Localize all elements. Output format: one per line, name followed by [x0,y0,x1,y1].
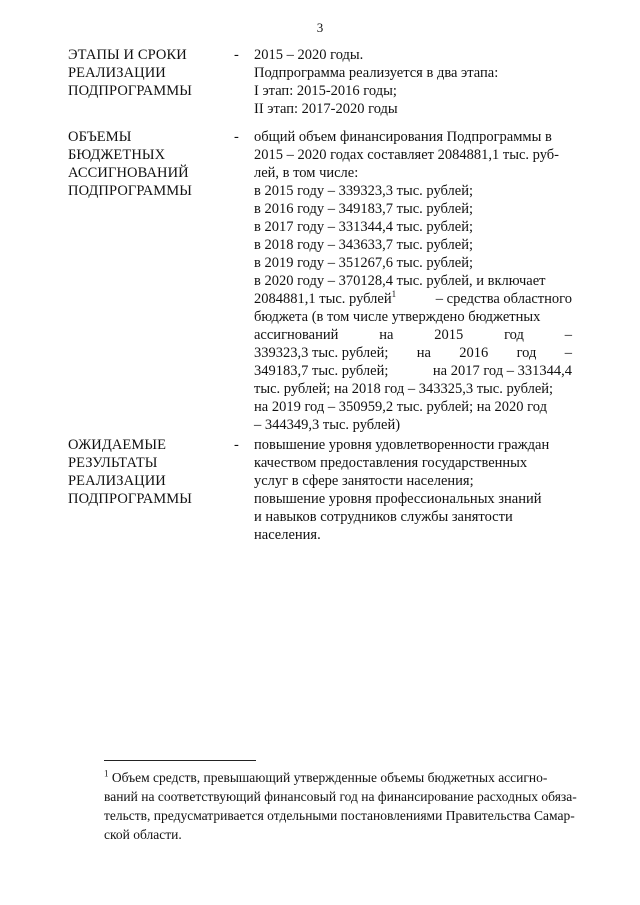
body-line: повышение уровня удовлетворенности граждан [254,437,550,453]
section-label [68,436,238,508]
label-line: ПОДПРОГРАММЫ [68,183,192,199]
body-line: 2015 – 2020 годы. [254,47,364,63]
body-line [254,344,572,362]
label-line: АССИГНОВАНИЙ [68,165,189,181]
label-line: РЕЗУЛЬТАТЫ [68,455,158,471]
section-label [68,128,238,200]
body-fragment: ассигнований [254,327,339,343]
body-fragment: на [379,327,394,343]
body-fragment: на 2017 год – 331344,4 [432,363,572,379]
footnote-line: ваний на соответствующий финансовый год на финансирование расходных обяза- [104,789,577,804]
body-line: в 2017 году – 331344,4 тыс. рублей; [254,219,474,235]
body-line: услуг в сфере занятости населения; [254,473,474,489]
body-fragment: 339323,3 тыс. рублей; [254,345,389,361]
section-body [254,46,572,118]
body-fragment: – средства областного [435,291,572,307]
label-line: ПОДПРОГРАММЫ [68,83,192,99]
body-line: и навыков сотрудников службы занятости [254,509,513,525]
footnote-marker: 1 [391,289,397,300]
body-line: Подпрограмма реализуется в два этапа: [254,65,499,81]
body-fragment: на [416,345,431,361]
body-line: I этап: 2015-2016 годы; [254,83,397,99]
body-line: – 344349,3 тыс. рублей) [254,417,401,433]
body-line: на 2019 год – 350959,2 тыс. рублей; на 2020 год [254,399,547,415]
section-body [254,128,572,434]
body-line: 2015 – 2020 годах составляет 2084881,1 тыс. руб- [254,147,559,163]
label-line: ОЖИДАЕМЫЕ [68,437,167,453]
section-dash: - [234,437,239,453]
body-line: II этап: 2017-2020 годы [254,101,398,117]
footnote-line: тельств, предусматривается отдельными постановлениями Правительства Самар- [104,808,575,823]
body-line [254,326,572,344]
body-fragment: 2016 [459,345,489,361]
body-line: населения. [254,527,321,543]
footnote-line: ской области. [104,827,182,842]
section-label [68,46,238,100]
body-fragment: 2015 [434,327,464,343]
label-line: ПОДПРОГРАММЫ [68,491,192,507]
body-fragment: – [564,345,572,361]
body-line: качеством предоставления государственных [254,455,528,471]
body-line: лей, в том числе: [254,165,359,181]
body-line [254,362,572,380]
label-line: ЭТАПЫ И СРОКИ [68,47,187,63]
body-line: в 2019 году – 351267,6 тыс. рублей; [254,255,474,271]
body-line: в 2016 году – 349183,7 тыс. рублей; [254,201,474,217]
footnote-separator [104,760,256,761]
label-line: БЮДЖЕТНЫХ [68,147,166,163]
body-fragment: – [564,327,572,343]
body-line: бюджета (в том числе утверждено бюджетных [254,309,541,325]
footnote-text: Объем средств, превышающий утвержденные объемы бюджетных ассигно- [111,770,548,785]
section-body [254,436,560,544]
section-dash: - [234,47,239,63]
body-line: общий объем финансирования Подпрограммы в [254,129,552,145]
body-fragment: 349183,7 тыс. рублей; [254,363,389,379]
footnote-line [104,768,570,787]
amount-with-footnote: 2084881,1 тыс. рублей$^1$ [254,289,397,307]
body-fragment: год [504,327,524,343]
body-fragment: год [516,345,537,361]
body-line [254,290,572,308]
body-line: в 2020 году – 370128,4 тыс. рублей, и включает [254,273,546,289]
label-line: РЕАЛИЗАЦИИ [68,473,166,489]
section-dash: - [234,129,239,145]
body-line: тыс. рублей; на 2018 год – 343325,3 тыс. рублей; [254,381,554,397]
footnote-marker: 1 [104,768,109,779]
footnote [104,768,577,844]
body-line: повышение уровня профессиональных знаний [254,491,542,507]
label-line: РЕАЛИЗАЦИИ [68,65,166,81]
page-number: 3 [316,20,324,35]
body-line: в 2018 году – 343633,7 тыс. рублей; [254,237,474,253]
label-line: ОБЪЕМЫ [68,129,132,145]
body-line: в 2015 году – 339323,3 тыс. рублей; [254,183,474,199]
